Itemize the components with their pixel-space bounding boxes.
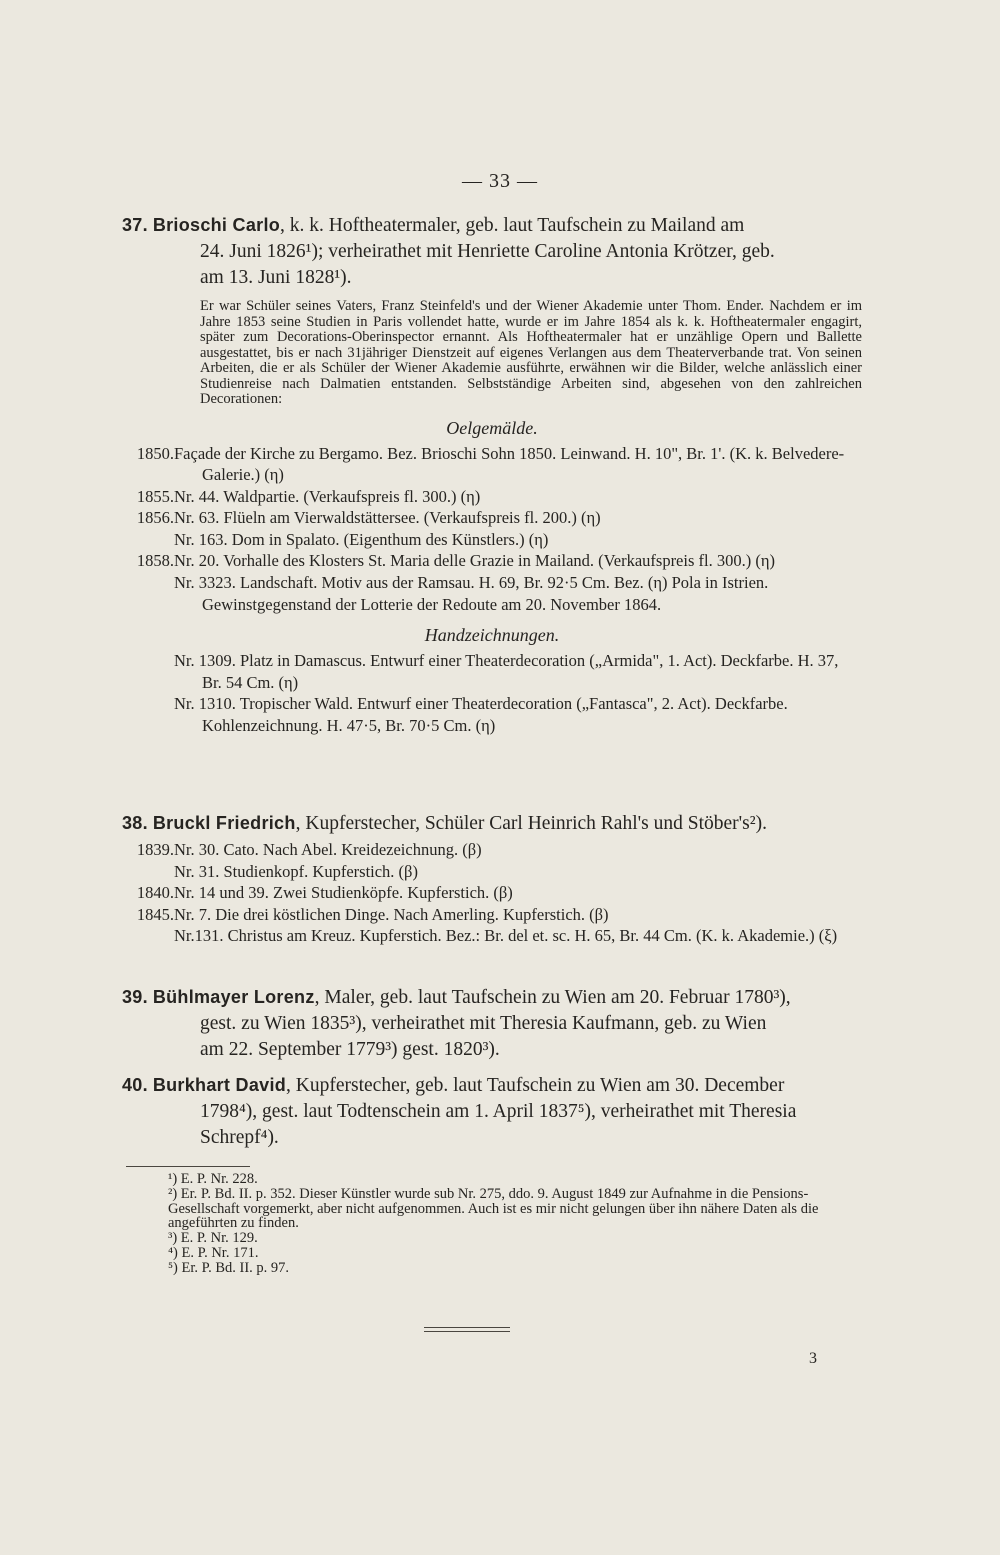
work-item: 1845. Nr. 7. Die drei köstlichen Dinge. Nach Amerling. Kupferstich. (β) [136, 904, 609, 924]
work-item: Nr. 1309. Platz in Damascus. Entwurf einer Theaterdecoration („Armida", 1. Act). Deckfarbe. H. 37, Br. 54 Cm. (η) [174, 651, 839, 692]
work-item: 1839. Nr. 30. Cato. Nach Abel. Kreidezeichnung. (β) [136, 840, 482, 859]
entry-40 [122, 1072, 862, 1151]
work-item: 1855. Nr. 44. Waldpartie. (Verkaufspreis fl. 300.) (η) [136, 486, 481, 506]
footnote-divider [126, 1166, 250, 1167]
work-item: Nr. 1310. Tropischer Wald. Entwurf einer Theaterdecoration („Fantasca", 2. Act). Deckfarbe. Kohlenzeichnung. H. 47·5, Br. 70·5 Cm. (η) [174, 694, 788, 736]
footnote: ³) E. P. Nr. 129. [168, 1230, 258, 1247]
work-item: 1840. Nr. 14 und 39. Zwei Studienköpfe. Kupferstich. (β) [136, 883, 513, 903]
entry-37-heading: 37. Brioschi Carlo, k. k. Hoftheatermaler, geb. laut Taufschein zu Mailand am 24. Juni 1826¹); verheirathet mit Henriette Caroline Antonia Krötzer, geb. am 13. Juni 1828¹). [122, 215, 775, 288]
footnote: ²) Er. P. Bd. II. p. 352. Dieser Künstler wurde sub Nr. 275, ddo. 9. August 1849 zur Aufnahme in die Pensions-Gesellschaft vorgemerkt, aber nicht aufgenommen. Auch ist es mir nicht gelungen über ihn nähere Daten als die angeführten zu finden. [168, 1185, 819, 1232]
section-heading-oil: Oelgemälde. [446, 417, 538, 438]
entry-38-heading: 38. Bruckl Friedrich, Kupferstecher, Schüler Carl Heinrich Rahl's und Stöber's²). [122, 813, 767, 834]
biography-paragraph: Er war Schüler seines Vaters, Franz Steinfeld's und der Wiener Akademie unter Thom. Ender. Nachdem er im Jahre 1853 seine Studien in Paris vollendet hatte, wurde er im Jahre 1854 als k. k. Hoftheatermaler engagirt, später zum Decorations-Oberinspector ernannt. Als Hoftheatermaler hat er unzählige Opern und Ballette ausgestattet, bis er nach 31jähriger Dienstzeit auf eigenes Verlangen aus dem Theaterverbande trat. Von seinen Arbeiten, die er als Schüler der Wiener Akademie ausführte, erwähnen wir die Bilder, welche anlässlich einer Studienreise nach Dalmatien entstanden. Selbstständige Arbeiten sind, abgesehen von den zahlreichen Decorationen: [200, 298, 862, 407]
end-rule [424, 1327, 510, 1328]
entry-38 [122, 810, 862, 947]
sheet-signature: 3 [809, 1350, 817, 1367]
end-rule [424, 1331, 510, 1332]
entry-37 [122, 212, 862, 737]
artist-name: Bühlmayer Lorenz [152, 987, 315, 1007]
work-item: Nr. 31. Studienkopf. Kupferstich. (β) [174, 861, 418, 881]
drawings-list [122, 650, 862, 736]
engravings-list [122, 839, 862, 947]
entry-number: 39. [122, 987, 148, 1007]
artist-name: Bruckl Friedrich [152, 813, 296, 833]
work-item: 1858. Nr. 20. Vorhalle des Klosters St. Maria delle Grazie in Mailand. (Verkaufspreis fl. 300.) (η) [136, 551, 775, 571]
section-heading-drawings: Handzeichnungen. [424, 625, 560, 646]
artist-name: Burkhart David [152, 1075, 287, 1095]
entry-number: 40. [122, 1075, 148, 1095]
entry-number: 38. [122, 813, 148, 833]
footnote: ⁴) E. P. Nr. 171. [168, 1244, 259, 1261]
oil-paintings-list [122, 443, 862, 616]
work-item: 1850. Façade der Kirche zu Bergamo. Bez. Brioschi Sohn 1850. Leinwand. H. 10", Br. 1'. (K. k. Belvedere-Galerie.) (η) [136, 443, 845, 485]
work-item: Nr. 3323. Landschaft. Motiv aus der Ramsau. H. 69, Br. 92·5 Cm. Bez. (η) Pola in Istrien. Gewinstgegenstand der Lotterie der Redoute am 20. November 1864. [174, 573, 769, 614]
work-item: Nr. 163. Dom in Spalato. (Eigenthum des Künstlers.) (η) [174, 529, 549, 549]
work-item: Nr.131. Christus am Kreuz. Kupferstich. Bez.: Br. del et. sc. H. 65, Br. 44 Cm. (K. k. Akademie.) (ξ) [174, 926, 838, 946]
footnote: ¹) E. P. Nr. 228. [168, 1171, 258, 1187]
entry-39 [122, 984, 862, 1063]
footnotes [122, 1172, 862, 1276]
artist-name: Brioschi Carlo [152, 215, 281, 235]
entry-40-heading: 40. Burkhart David, Kupferstecher, geb. laut Taufschein zu Wien am 30. December 1798⁴), gest. laut Todtenschein am 1. April 1837⁵), verheirathet mit Theresia Schrepf⁴). [122, 1075, 797, 1148]
footnote: ⁵) Er. P. Bd. II. p. 97. [168, 1259, 290, 1276]
entry-number: 37. [122, 215, 148, 235]
entry-39-heading: 39. Bühlmayer Lorenz, Maler, geb. laut Taufschein zu Wien am 20. Februar 1780³), gest. zu Wien 1835³), verheirathet mit Theresia Kaufmann, geb. zu Wien am 22. September 1779³) gest. 1820³). [122, 987, 791, 1060]
page-number: — 33 — [462, 170, 538, 192]
work-item: 1856. Nr. 63. Flüeln am Vierwaldstättersee. (Verkaufspreis fl. 200.) (η) [136, 508, 601, 528]
